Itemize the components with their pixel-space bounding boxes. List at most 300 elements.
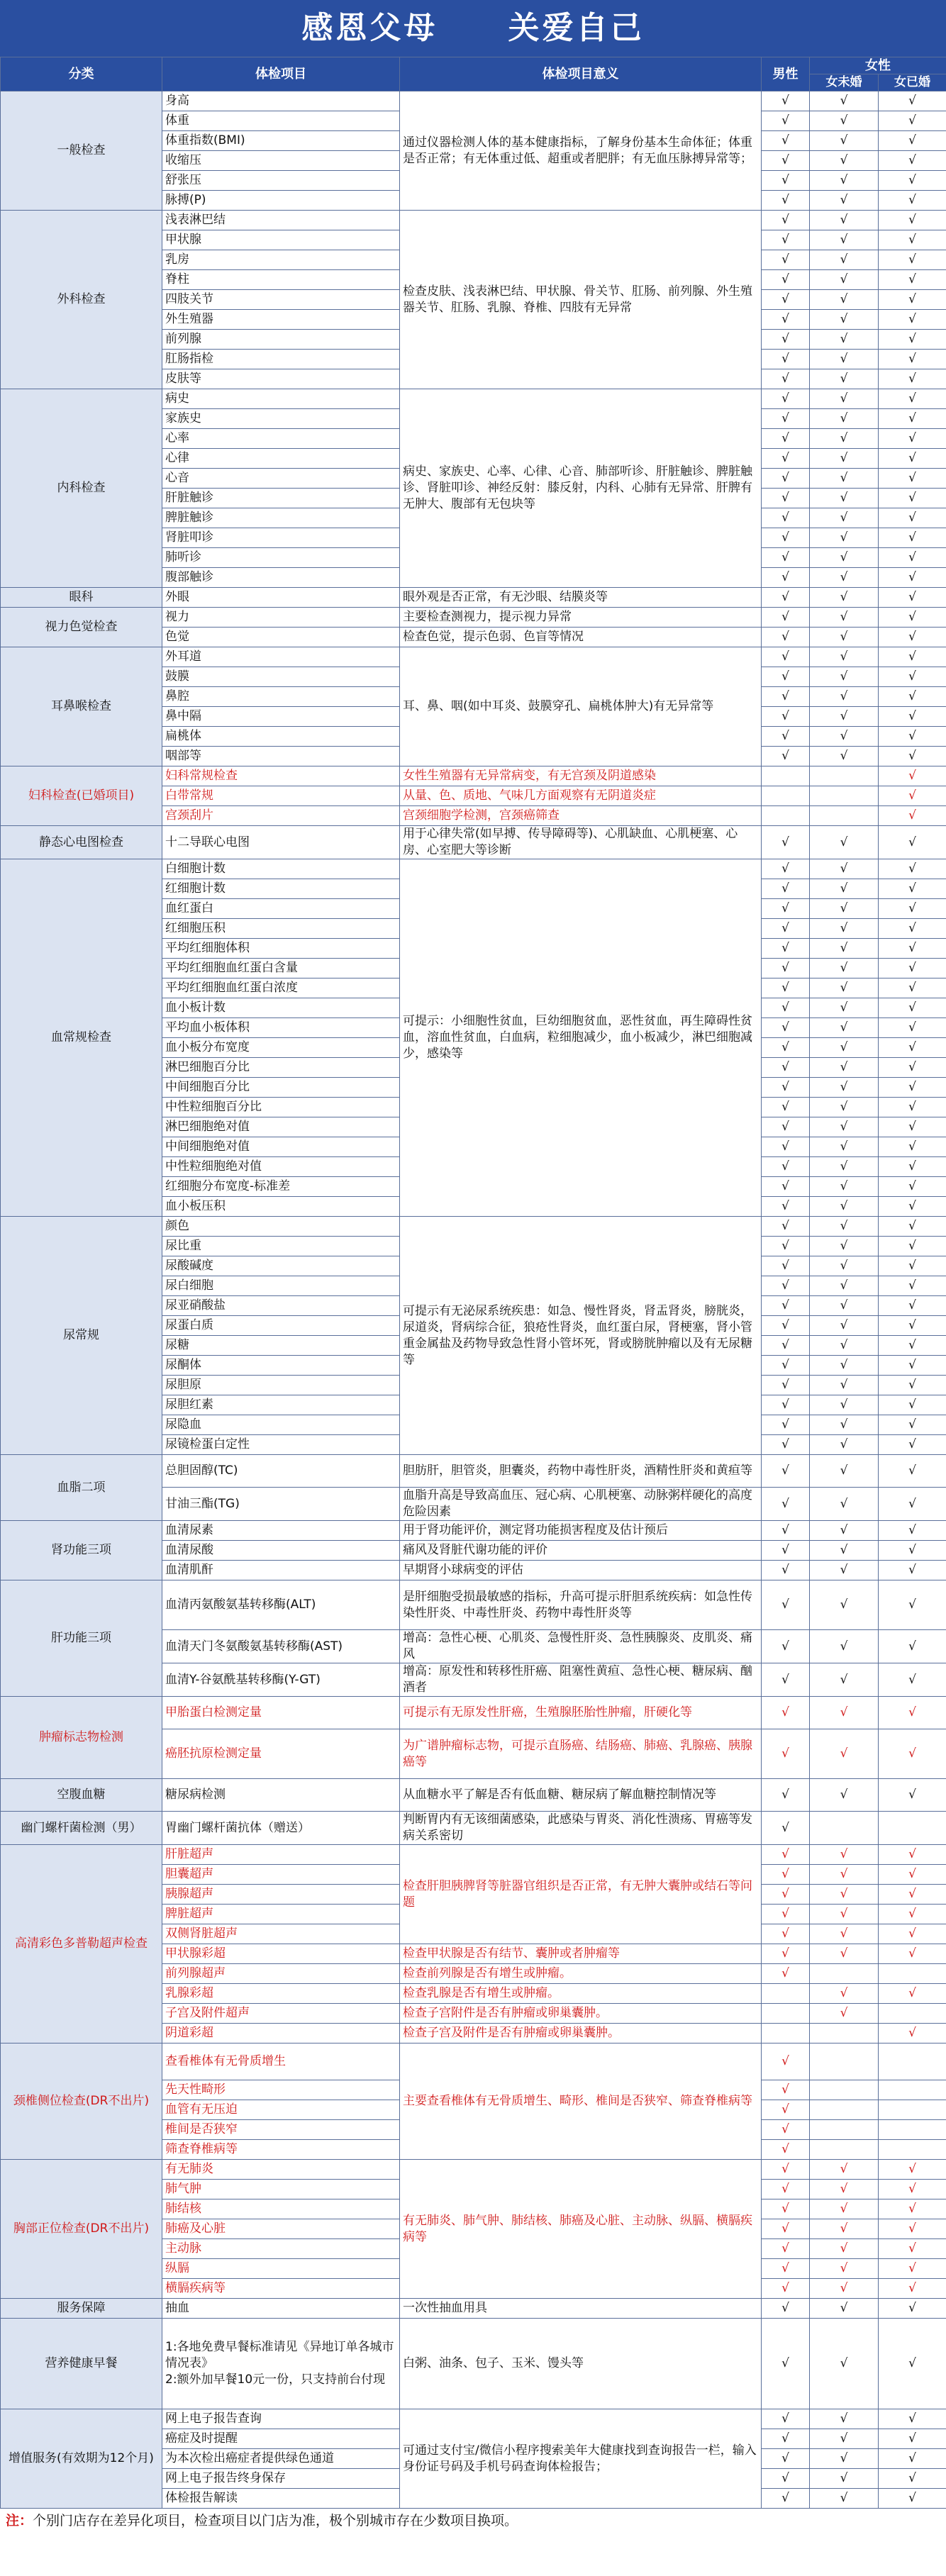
item-name: 体检报告解读 [162,2489,400,2509]
item-name: 胰腺超声 [162,1885,400,1905]
meaning-cell: 女性生殖器有无异常病变，有无宫颈及阴道感染 [400,766,762,786]
married-check: √ [879,1078,946,1098]
married-check: √ [879,1580,946,1630]
category-cell: 胸部正位检查(DR不出片) [1,2160,162,2299]
unmarried-check: √ [810,2449,879,2469]
table-row [1,1455,946,1488]
male-check: √ [762,1217,810,1237]
male-check: √ [762,1376,810,1395]
married-check: √ [879,1541,946,1561]
unmarried-check: √ [810,1944,879,1964]
category-cell: 外科检查 [1,211,162,389]
item-name: 糖尿病检测 [162,1779,400,1812]
item-name: 总胆固醇(TC) [162,1455,400,1488]
male-check: √ [762,1455,810,1488]
header-male: 男性 [762,57,810,91]
married-check: √ [879,1098,946,1117]
married-check: √ [879,687,946,707]
unmarried-check: √ [810,1157,879,1177]
unmarried-check: √ [810,1865,879,1885]
unmarried-check: √ [810,389,879,409]
item-name: 鼻中隔 [162,707,400,727]
married-check: √ [879,469,946,489]
married-check: √ [879,171,946,191]
married-check: √ [879,1984,946,2004]
male-check: √ [762,687,810,707]
item-name: 妇科常规检查 [162,766,400,786]
item-name: 肺气肿 [162,2180,400,2199]
male-check: √ [762,1729,810,1779]
item-name: 尿隐血 [162,1415,400,1435]
page-title [0,0,946,57]
male-check: √ [762,1435,810,1455]
unmarried-check [810,786,879,806]
unmarried-check: √ [810,1455,879,1488]
item-name: 先天性畸形 [162,2080,400,2100]
category-cell: 视力色觉检查 [1,608,162,647]
unmarried-check: √ [810,2259,879,2279]
married-check: √ [879,1256,946,1276]
item-name: 四肢关节 [162,290,400,310]
header-category: 分类 [1,57,162,91]
unmarried-check: √ [810,1137,879,1157]
meaning-cell: 检查色觉，提示色弱、色盲等情况 [400,628,762,647]
unmarried-check: √ [810,1697,879,1729]
married-check: √ [879,939,946,959]
unmarried-check: √ [810,899,879,919]
married-check: √ [879,2409,946,2429]
married-check: √ [879,1376,946,1395]
male-check: √ [762,1296,810,1316]
married-check [879,2004,946,2024]
married-check: √ [879,806,946,826]
meaning-cell: 早期肾小球病变的评估 [400,1561,762,1580]
married-check: √ [879,1435,946,1455]
item-name: 癌症及时提醒 [162,2429,400,2449]
item-name: 肺听诊 [162,548,400,568]
unmarried-check: √ [810,310,879,330]
item-name: 1:各地免费早餐标准请见《异地订单各城市情况表》 2:额外加早餐10元一份，只支持前台付现 [162,2319,400,2409]
married-check: √ [879,1217,946,1237]
unmarried-check: √ [810,1905,879,1924]
married-check: √ [879,1845,946,1865]
male-check: √ [762,1078,810,1098]
unmarried-check: √ [810,1924,879,1944]
table-row [1,2043,946,2080]
male-check [762,766,810,786]
item-name: 外眼 [162,588,400,608]
footnote-text: 个别门店存在差异化项目，检查项目以门店为准，极个别城市存在少数项目换项。 [33,2513,518,2528]
male-check: √ [762,1157,810,1177]
unmarried-check: √ [810,1663,879,1697]
item-name: 舒张压 [162,171,400,191]
male-check: √ [762,608,810,628]
item-name: 尿胆红素 [162,1395,400,1415]
item-name: 肺结核 [162,2199,400,2219]
male-check: √ [762,1779,810,1812]
male-check: √ [762,2043,810,2080]
item-name: 淋巴细胞百分比 [162,1058,400,1078]
category-cell: 肝功能三项 [1,1580,162,1697]
male-check [762,2024,810,2043]
unmarried-check: √ [810,2279,879,2299]
unmarried-check: √ [810,2469,879,2489]
unmarried-check [810,2120,879,2140]
male-check: √ [762,2319,810,2409]
male-check: √ [762,1018,810,1038]
male-check: √ [762,1561,810,1580]
item-name: 甲状腺彩超 [162,1944,400,1964]
item-name: 红细胞压积 [162,919,400,939]
male-check: √ [762,978,810,998]
married-check: √ [879,1276,946,1296]
item-name: 乳房 [162,250,400,270]
male-check: √ [762,826,810,859]
male-check: √ [762,131,810,151]
item-name: 肾脏叩诊 [162,528,400,548]
item-name: 外耳道 [162,647,400,667]
item-name: 椎间是否狭窄 [162,2120,400,2140]
item-name: 心律 [162,449,400,469]
item-name: 血小板分布宽度 [162,1038,400,1058]
married-check [879,2080,946,2100]
item-name: 中性粒细胞百分比 [162,1098,400,1117]
unmarried-check: √ [810,429,879,449]
meaning-cell: 血脂升高是导致高血压、冠心病、心肌梗塞、动脉粥样硬化的高度危险因素 [400,1488,762,1521]
unmarried-check: √ [810,131,879,151]
item-name: 扁桃体 [162,727,400,747]
married-check: √ [879,528,946,548]
married-check: √ [879,2429,946,2449]
unmarried-check: √ [810,1296,879,1316]
married-check: √ [879,131,946,151]
male-check [762,786,810,806]
meaning-cell: 从量、色、质地、气味几方面观察有无阴道炎症 [400,786,762,806]
meaning-cell: 用于心律失常(如早搏、传导障碍等)、心肌缺血、心肌梗塞、心房、心室肥大等诊断 [400,826,762,859]
married-check: √ [879,2259,946,2279]
married-check: √ [879,489,946,508]
male-check: √ [762,191,810,211]
male-check: √ [762,1845,810,1865]
item-name: 血小板计数 [162,998,400,1018]
category-cell: 服务保障 [1,2299,162,2319]
male-check: √ [762,1256,810,1276]
unmarried-check: √ [810,1541,879,1561]
unmarried-check: √ [810,2409,879,2429]
male-check: √ [762,1415,810,1435]
unmarried-check: √ [810,151,879,171]
married-check: √ [879,2239,946,2259]
meaning-cell: 检查前列腺是否有增生或肿瘤。 [400,1964,762,1984]
unmarried-check: √ [810,330,879,350]
male-check: √ [762,647,810,667]
married-check: √ [879,628,946,647]
item-name: 横膈疾病等 [162,2279,400,2299]
male-check: √ [762,1521,810,1541]
male-check: √ [762,628,810,647]
married-check: √ [879,1415,946,1435]
male-check: √ [762,1812,810,1845]
unmarried-check: √ [810,2219,879,2239]
unmarried-check: √ [810,628,879,647]
item-name: 血清尿素 [162,1521,400,1541]
item-name: 肝脏触诊 [162,489,400,508]
category-cell: 空腹血糖 [1,1779,162,1812]
item-name: 外生殖器 [162,310,400,330]
married-check: √ [879,2489,946,2509]
male-check: √ [762,230,810,250]
meaning-cell: 耳、鼻、咽(如中耳炎、鼓膜穿孔、扁桃体肿大)有无异常等 [400,647,762,766]
header-female: 女性 [810,57,946,74]
item-name: 白带常规 [162,786,400,806]
male-check: √ [762,2409,810,2429]
married-check: √ [879,1177,946,1197]
married-check: √ [879,508,946,528]
table-row [1,647,946,667]
item-name: 前列腺超声 [162,1964,400,1984]
unmarried-check [810,766,879,786]
unmarried-check [810,806,879,826]
item-name: 平均红细胞血红蛋白浓度 [162,978,400,998]
unmarried-check: √ [810,508,879,528]
meaning-cell: 检查子宫附件是否有肿瘤或卵巢囊肿。 [400,2004,762,2024]
title-part2: 关爱自己 [508,10,645,46]
male-check: √ [762,1038,810,1058]
item-name: 主动脉 [162,2239,400,2259]
male-check: √ [762,2140,810,2160]
item-name: 心率 [162,429,400,449]
unmarried-check [810,1964,879,1984]
married-check: √ [879,2279,946,2299]
male-check: √ [762,290,810,310]
married-check: √ [879,2469,946,2489]
item-name: 视力 [162,608,400,628]
meaning-cell: 判断胃内有无该细菌感染，此感染与胃炎、消化性溃疡、胃癌等发病关系密切 [400,1812,762,1845]
married-check: √ [879,1865,946,1885]
category-cell: 肾功能三项 [1,1521,162,1580]
meaning-cell: 主要检查测视力，提示视力异常 [400,608,762,628]
male-check: √ [762,2160,810,2180]
married-check: √ [879,899,946,919]
male-check: √ [762,879,810,899]
table-row [1,2409,946,2429]
meaning-cell: 可通过支付宝/微信小程序搜索美年大健康找到查询报告一栏，输入身份证号码及手机号码查询体检报告； [400,2409,762,2509]
item-name: 血清丙氨酸氨基转移酶(ALT) [162,1580,400,1630]
unmarried-check: √ [810,747,879,766]
married-check: √ [879,1521,946,1541]
item-name: 肝脏超声 [162,1845,400,1865]
item-name: 脾脏超声 [162,1905,400,1924]
male-check: √ [762,1944,810,1964]
item-name: 收缩压 [162,151,400,171]
married-check: √ [879,1488,946,1521]
male-check: √ [762,1098,810,1117]
item-name: 血小板压积 [162,1197,400,1217]
meaning-cell: 有无肺炎、肺气肿、肺结核、肺癌及心脏、主动脉、纵膈、横膈疾病等 [400,2160,762,2299]
table-row [1,2299,946,2319]
male-check: √ [762,1356,810,1376]
item-name: 鼓膜 [162,667,400,687]
male-check: √ [762,2259,810,2279]
unmarried-check: √ [810,1316,879,1336]
item-name: 红细胞分布宽度-标准差 [162,1177,400,1197]
table-row [1,608,946,628]
category-cell: 内科检查 [1,389,162,588]
unmarried-check: √ [810,489,879,508]
unmarried-check: √ [810,230,879,250]
male-check: √ [762,489,810,508]
table-row [1,1812,946,1845]
item-name: 身高 [162,91,400,111]
item-name: 鼻腔 [162,687,400,707]
category-cell: 妇科检查(已婚项目) [1,766,162,826]
meaning-cell: 可提示：小细胞性贫血，巨幼细胞贫血，恶性贫血，再生障碍性贫血，溶血性贫血，白血病，粒细胞减少，血小板减少，淋巴细胞减少，感染等 [400,859,762,1217]
item-name: 网上电子报告查询 [162,2409,400,2429]
item-name: 尿酸碱度 [162,1256,400,1276]
married-check: √ [879,1336,946,1356]
category-cell: 血常规检查 [1,859,162,1217]
married-check: √ [879,1018,946,1038]
unmarried-check: √ [810,449,879,469]
unmarried-check [810,2100,879,2120]
married-check: √ [879,667,946,687]
unmarried-check: √ [810,2180,879,2199]
item-name: 脉搏(P) [162,191,400,211]
category-cell: 幽门螺杆菌检测（男） [1,1812,162,1845]
married-check: √ [879,1455,946,1488]
male-check: √ [762,2080,810,2100]
unmarried-check: √ [810,859,879,879]
married-check [879,2140,946,2160]
married-check: √ [879,859,946,879]
unmarried-check: √ [810,1197,879,1217]
unmarried-check [810,1812,879,1845]
category-cell: 增值服务(有效期为12个月) [1,2409,162,2509]
married-check: √ [879,548,946,568]
married-check: √ [879,647,946,667]
male-check: √ [762,1197,810,1217]
item-name: 血红蛋白 [162,899,400,919]
male-check: √ [762,171,810,191]
item-name: 肛肠指检 [162,350,400,369]
married-check: √ [879,707,946,727]
married-check: √ [879,568,946,588]
unmarried-check: √ [810,1356,879,1376]
male-check: √ [762,508,810,528]
married-check: √ [879,111,946,131]
male-check: √ [762,270,810,290]
item-name: 平均红细胞体积 [162,939,400,959]
item-name: 子宫及附件超声 [162,2004,400,2024]
unmarried-check: √ [810,290,879,310]
meaning-cell: 可提示有无泌尿系统疾患：如急、慢性肾炎，肾盂肾炎，膀胱炎，尿道炎，肾病综合征，狼疮性肾炎，血红蛋白尿，肾梗塞，肾小管重金属盐及药物导致急性肾小管坏死，肾或膀胱肿瘤以及有无尿糖等 [400,1217,762,1455]
married-check: √ [879,588,946,608]
unmarried-check: √ [810,608,879,628]
unmarried-check: √ [810,1237,879,1256]
married-check: √ [879,270,946,290]
unmarried-check: √ [810,1098,879,1117]
male-check [762,806,810,826]
unmarried-check: √ [810,1217,879,1237]
unmarried-check: √ [810,1276,879,1296]
unmarried-check: √ [810,1845,879,1865]
unmarried-check: √ [810,998,879,1018]
married-check: √ [879,826,946,859]
item-name: 癌胚抗原检测定量 [162,1729,400,1779]
unmarried-check: √ [810,1435,879,1455]
unmarried-check: √ [810,111,879,131]
meaning-cell: 一次性抽血用具 [400,2299,762,2319]
item-name: 尿亚硝酸盐 [162,1296,400,1316]
married-check: √ [879,2024,946,2043]
male-check: √ [762,919,810,939]
unmarried-check: √ [810,1521,879,1541]
married-check [879,1812,946,1845]
unmarried-check: √ [810,978,879,998]
male-check: √ [762,211,810,230]
married-check: √ [879,389,946,409]
unmarried-check: √ [810,568,879,588]
unmarried-check: √ [810,2199,879,2219]
category-cell: 营养健康早餐 [1,2319,162,2409]
married-check: √ [879,1058,946,1078]
married-check: √ [879,1729,946,1779]
unmarried-check: √ [810,1376,879,1395]
male-check: √ [762,1395,810,1415]
item-name: 双侧肾脏超声 [162,1924,400,1944]
meaning-cell: 检查皮肤、浅表淋巴结、甲状腺、骨关节、肛肠、前列腺、外生殖器关节、肛肠、乳腺、脊椎、四肢有无异常 [400,211,762,389]
married-check: √ [879,978,946,998]
unmarried-check [810,2080,879,2100]
unmarried-check: √ [810,879,879,899]
married-check: √ [879,1924,946,1944]
married-check: √ [879,1663,946,1697]
meaning-cell: 可提示有无原发性肝癌，生殖腺胚胎性肿瘤，肝硬化等 [400,1697,762,1729]
male-check: √ [762,939,810,959]
item-name: 血清肌酐 [162,1561,400,1580]
male-check: √ [762,998,810,1018]
item-name: 甲状腺 [162,230,400,250]
item-name: 肺癌及心脏 [162,2219,400,2239]
married-check: √ [879,1779,946,1812]
male-check: √ [762,1137,810,1157]
footnote-label: 注： [6,2513,33,2528]
unmarried-check: √ [810,1779,879,1812]
male-check: √ [762,350,810,369]
table-row [1,1217,946,1237]
male-check: √ [762,2199,810,2219]
unmarried-check: √ [810,548,879,568]
married-check: √ [879,1316,946,1336]
unmarried-check: √ [810,1580,879,1630]
unmarried-check: √ [810,191,879,211]
category-cell: 眼科 [1,588,162,608]
item-name: 红细胞计数 [162,879,400,899]
male-check: √ [762,2100,810,2120]
married-check: √ [879,1137,946,1157]
male-check: √ [762,1865,810,1885]
item-name: 尿白细胞 [162,1276,400,1296]
table-row [1,2319,946,2409]
male-check: √ [762,1630,810,1663]
unmarried-check: √ [810,707,879,727]
unmarried-check: √ [810,1058,879,1078]
male-check: √ [762,1580,810,1630]
male-check: √ [762,1336,810,1356]
meaning-cell: 白粥、油条、包子、玉米、馒头等 [400,2319,762,2409]
male-check [762,2004,810,2024]
item-name: 血清Y-谷氨酰基转移酶(Y-GT) [162,1663,400,1697]
